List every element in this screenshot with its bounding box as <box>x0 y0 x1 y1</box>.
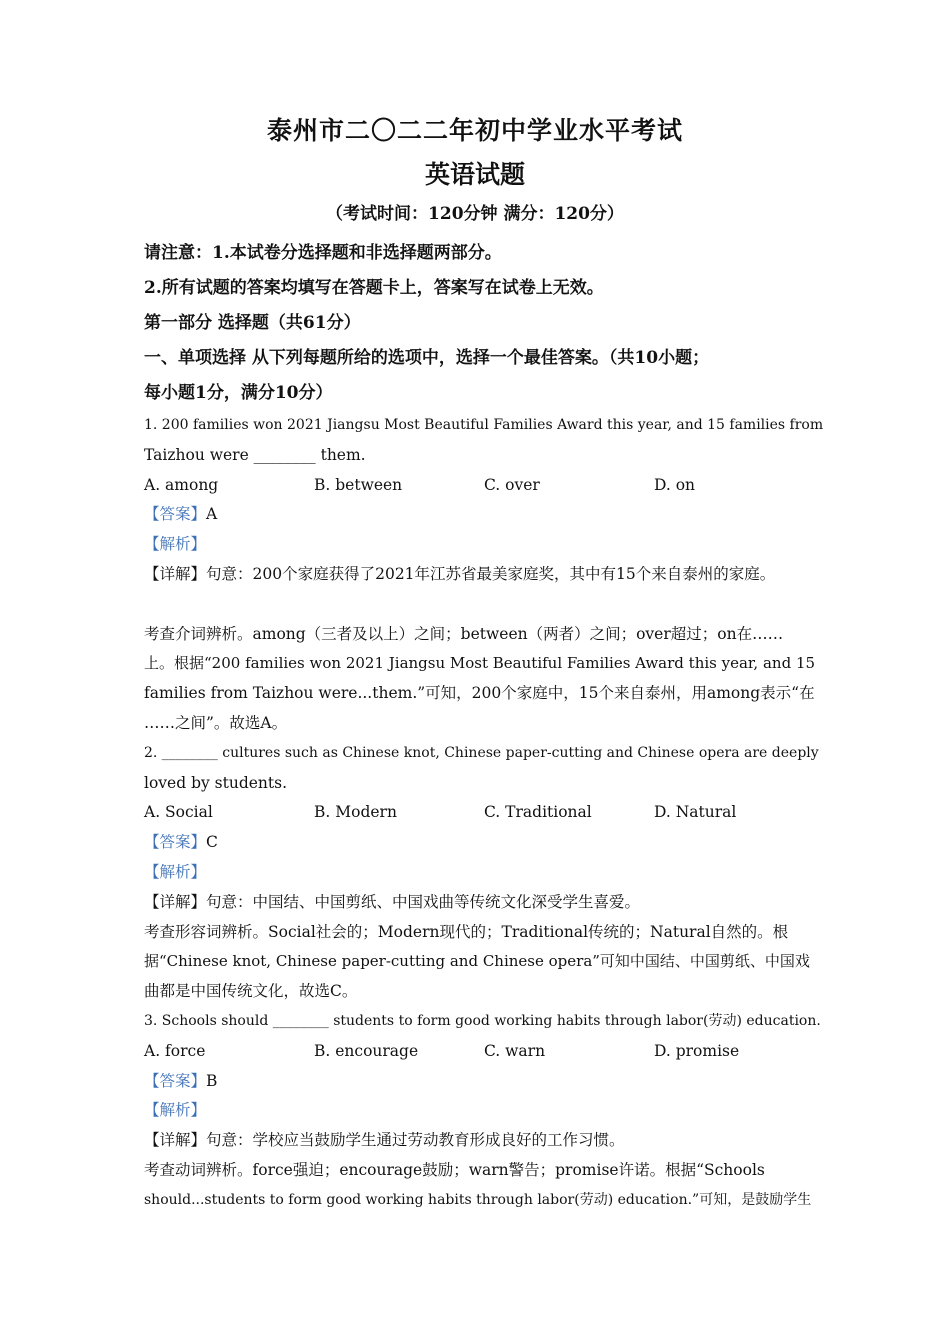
explanation-line: 曲都是中国传统文化，故选C。 <box>144 982 358 1001</box>
option-c: C. Traditional <box>484 803 592 822</box>
detail-label: 【详解】 <box>144 1131 207 1150</box>
answer-value: C <box>206 833 218 852</box>
answer-value: B <box>206 1071 218 1090</box>
exam-title: 泰州市二〇二二年初中学业水平考试 <box>266 116 683 145</box>
question-item <box>144 739 824 1007</box>
section-heading-line2: 每小题1分，满分10分） <box>144 383 333 403</box>
option-row <box>144 1037 824 1067</box>
option-d: D. on <box>654 475 696 494</box>
option-c: C. warn <box>484 1041 546 1060</box>
question-stem: Taizhou were ________ them. <box>144 445 366 464</box>
exam-body <box>144 236 824 1216</box>
question-item <box>144 411 824 739</box>
answer-label: 【答案】 <box>144 1071 207 1090</box>
note-2: 2.所有试题的答案均填写在答题卡上，答案写在试卷上无效。 <box>144 278 604 298</box>
explanation-line: 考查介词辨析。among（三者及以上）之间；between（两者）之间；over超过；on在…… <box>144 624 784 643</box>
option-c: C. over <box>484 475 540 494</box>
explanation-line: should...students to form good working habits through labor(劳动) education.”可知，是鼓励学生 <box>144 1191 812 1208</box>
exam-info: （考试时间：120分钟 满分：120分） <box>326 204 624 224</box>
section-heading-line1: 一、单项选择 从下列每题所给的选项中，选择一个最佳答案。（共10小题； <box>144 348 710 368</box>
question-list <box>144 411 824 1216</box>
option-a: A. Social <box>144 803 213 822</box>
detail-text: 句意：中国结、中国剪纸、中国戏曲等传统文化深受学生喜爱。 <box>206 892 641 911</box>
option-a: A. among <box>144 475 219 494</box>
option-b: B. Modern <box>314 803 397 822</box>
exam-subtitle: 英语试题 <box>424 160 525 189</box>
option-b: B. between <box>314 475 403 494</box>
option-row <box>144 471 824 501</box>
answer-line <box>144 1067 824 1097</box>
question-stem: 2. ________ cultures such as Chinese knot, Chinese paper-cutting and Chinese opera are deeply <box>144 744 819 761</box>
answer-line <box>144 828 824 858</box>
detail-label: 【详解】 <box>144 564 207 583</box>
blank-line <box>144 590 824 620</box>
part-heading: 第一部分 选择题（共61分） <box>144 313 361 333</box>
answer-label: 【答案】 <box>144 833 207 852</box>
option-b: B. encourage <box>314 1041 419 1060</box>
analysis-label: 【解析】 <box>144 535 207 554</box>
explanation-line: 考查动词辨析。force强迫；encourage鼓励；warn警告；promise许诺。根据“Schools <box>144 1160 765 1179</box>
option-row <box>144 798 824 828</box>
explanation-line: 据“Chinese knot, Chinese paper-cutting and Chinese opera”可知中国结、中国剪纸、中国戏 <box>144 952 810 971</box>
answer-line <box>144 500 824 530</box>
explanation-line: families from Taizhou were...them.”可知，200个家庭中，15个来自泰州，用among表示“在 <box>144 684 815 703</box>
answer-value: A <box>206 505 218 524</box>
detail-line <box>144 560 824 590</box>
detail-text: 句意：200个家庭获得了2021年江苏省最美家庭奖，其中有15个来自泰州的家庭。 <box>206 564 776 583</box>
question-stem: 3. Schools should ________ students to form good working habits through labor(劳动) education. <box>144 1012 821 1029</box>
question-stem: loved by students. <box>144 773 288 792</box>
explanation-line: ……之间”。故选A。 <box>144 713 288 732</box>
note-1: 请注意：1.本试卷分选择题和非选择题两部分。 <box>144 243 502 263</box>
answer-label: 【答案】 <box>144 505 207 524</box>
explanation-line: 上。根据“200 families won 2021 Jiangsu Most Beautiful Families Award this year, and 15 <box>144 654 816 673</box>
detail-line <box>144 1126 824 1156</box>
explanation-line: 考查形容词辨析。Social社会的；Modern现代的；Traditional传统的；Natural自然的。根 <box>144 922 789 941</box>
question-item <box>144 1007 824 1216</box>
analysis-label: 【解析】 <box>144 862 207 881</box>
question-stem: 1. 200 families won 2021 Jiangsu Most Beautiful Families Award this year, and 15 families from <box>144 417 824 433</box>
analysis-label: 【解析】 <box>144 1101 207 1120</box>
option-d: D. Natural <box>654 803 737 822</box>
detail-line <box>144 888 824 918</box>
detail-label: 【详解】 <box>144 892 207 911</box>
option-d: D. promise <box>654 1041 740 1060</box>
detail-text: 句意：学校应当鼓励学生通过劳动教育形成良好的工作习惯。 <box>206 1131 625 1150</box>
option-a: A. force <box>144 1041 206 1060</box>
